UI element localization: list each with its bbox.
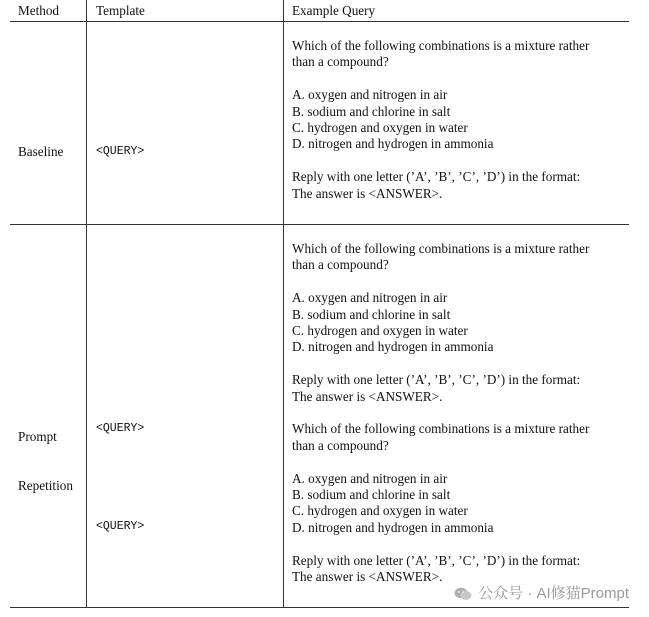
example-line: B. sodium and chlorine in salt (292, 306, 451, 322)
example-line: The answer is <ANSWER>. (292, 569, 443, 585)
example-line: Reply with one letter (’A’, ’B’, ’C’, ’D’) in the format: (292, 169, 581, 185)
wechat-icon (454, 587, 472, 601)
example-line: D. nitrogen and hydrogen in ammonia (292, 136, 494, 152)
row-divider (10, 224, 629, 225)
method-line: Repetition (18, 478, 73, 494)
example-line: Reply with one letter (’A’, ’B’, ’C’, ’D’) in the format: (292, 372, 581, 388)
example-line: D. nitrogen and hydrogen in ammonia (292, 339, 494, 355)
template-line: <QUERY> (96, 144, 145, 158)
example-line: A. oxygen and nitrogen in air (292, 470, 448, 486)
example-line: D. nitrogen and hydrogen in ammonia (292, 519, 494, 535)
example-line: C. hydrogen and oxygen in water (292, 323, 468, 339)
example-line: than a compound? (292, 437, 389, 453)
header-template: Template (96, 3, 145, 18)
row-repetition-example (292, 241, 589, 585)
row-repetition-method (18, 396, 73, 511)
watermark-text: 公众号 · AI修猫Prompt (478, 584, 629, 602)
example-line: Which of the following combinations is a mixture rather (292, 241, 590, 256)
example-line: A. oxygen and nitrogen in air (292, 87, 448, 103)
example-line: The answer is <ANSWER>. (292, 185, 443, 201)
header-example-query: Example Query (292, 3, 376, 18)
example-line: The answer is <ANSWER>. (292, 388, 443, 404)
method-line: Prompt (18, 428, 57, 444)
example-line: C. hydrogen and oxygen in water (292, 503, 468, 519)
example-line: Reply with one letter (’A’, ’B’, ’C’, ’D’) in the format: (292, 552, 581, 568)
watermark (454, 586, 629, 602)
example-line: A. oxygen and nitrogen in air (292, 290, 448, 306)
example-line: than a compound? (292, 54, 389, 70)
example-line: B. sodium and chlorine in salt (292, 487, 451, 503)
method-line: Baseline (18, 143, 64, 159)
example-line: B. sodium and chlorine in salt (292, 103, 451, 119)
column-divider-2 (283, 0, 284, 608)
table-top-rule (10, 21, 629, 22)
row-baseline-template (96, 111, 144, 177)
template-line: <QUERY> (96, 520, 145, 534)
example-line: Which of the following combinations is a mixture rather (292, 421, 590, 437)
row-repetition-template (96, 388, 144, 552)
example-line: C. hydrogen and oxygen in water (292, 120, 468, 136)
column-divider-1 (86, 0, 87, 608)
table-bottom-rule (10, 607, 629, 608)
example-line: than a compound? (292, 257, 389, 273)
row-baseline-method (18, 111, 63, 177)
row-baseline-example (292, 38, 589, 202)
example-line: Which of the following combinations is a mixture rather (292, 38, 590, 53)
header-method: Method (18, 3, 60, 18)
template-line: <QUERY> (96, 421, 145, 435)
